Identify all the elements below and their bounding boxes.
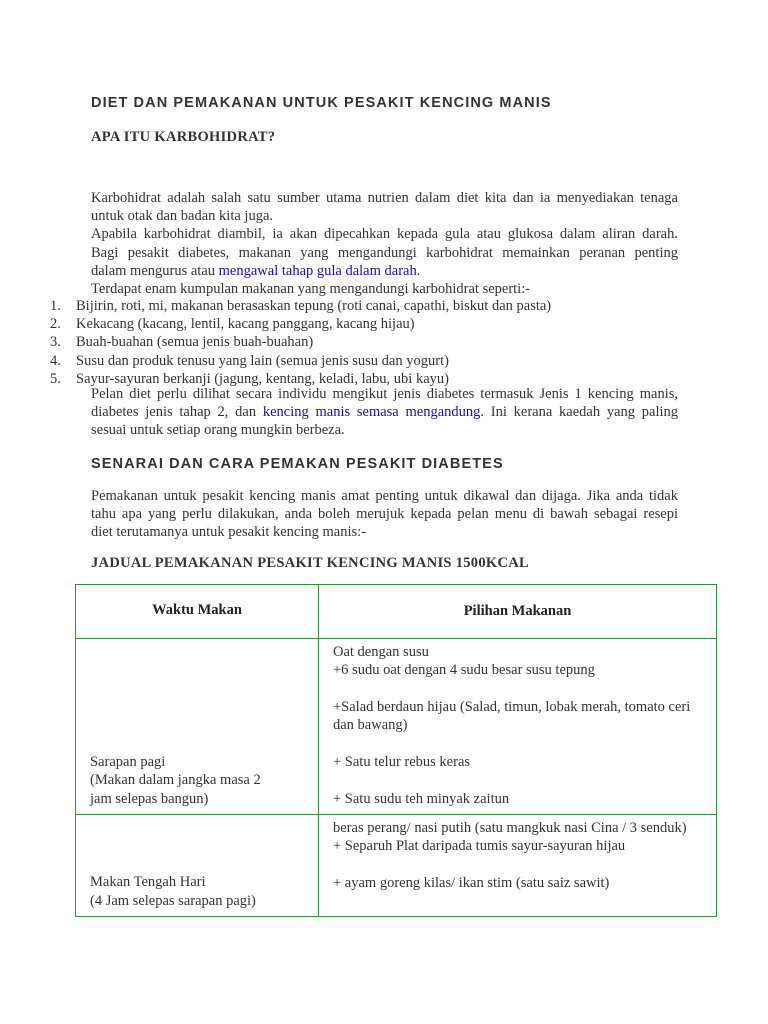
text-line: tahu apa yang perlu dilakukan, anda boleh merujuk kepada pelan menu di bawah sebagai resepi (91, 506, 678, 523)
column-header-waktu: Waktu Makan (76, 585, 319, 639)
cell-text: + Separuh Plat daripada tumis sayur-sayuran hijau (333, 837, 626, 854)
cell-text: +Salad berdaun hijau (Salad, timun, lobak merah, tomato ceri (333, 698, 691, 715)
text-line (91, 403, 678, 421)
list-item (50, 352, 551, 370)
cell-text: beras perang/ nasi putih (satu mangkuk nasi Cina / 3 senduk) (333, 819, 687, 836)
link-kencing-manis-mengandung[interactable]: kencing manis semasa mengandung (262, 404, 481, 421)
cell-text: (4 Jam selepas sarapan pagi) (90, 892, 256, 909)
page-title: DIET DAN PEMAKANAN UNTUK PESAKIT KENCING MANIS (91, 95, 552, 111)
list-text: Buah-buahan (semua jenis buah-buahan) (76, 334, 314, 351)
list-text: Susu dan produk tenusu yang lain (semua jenis susu dan yogurt) (76, 352, 449, 369)
list-number: 1. (50, 298, 61, 314)
cell-text: Oat dengan susu (333, 644, 429, 660)
text-fragment: dalam mengurus atau (91, 262, 219, 279)
table-heading: JADUAL PEMAKANAN PESAKIT KENCING MANIS 1500KCAL (91, 555, 529, 571)
cell-text: + ayam goreng kilas/ ikan stim (satu saiz sawit) (333, 874, 610, 891)
paragraph-pemakanan (91, 487, 678, 542)
cell-text: Makan Tengah Hari (90, 874, 206, 891)
cell-text: Sarapan pagi (90, 754, 166, 771)
cell-text: (Makan dalam jangka masa 2 (90, 772, 261, 789)
list-text: Sayur-sayuran berkanji (jagung, kentang, keladi, labu, ubi kayu) (76, 370, 449, 387)
paragraph-karbohidrat (91, 189, 678, 298)
text-line: Apabila karbohidrat diambil, ia akan dipecahkan kepada gula atau glukosa dalam aliran darah. (91, 226, 678, 243)
text-line: Terdapat enam kumpulan makanan yang mengandungi karbohidrat seperti:- (91, 281, 531, 298)
list-number: 3. (50, 334, 61, 351)
section-heading-senarai: SENARAI DAN CARA PEMAKAN PESAKIT DIABETES (91, 456, 504, 472)
list-number: 4. (50, 352, 61, 369)
cell-time-tengah-hari (76, 814, 319, 916)
text-line: diet terutamanya untuk pesakit kencing manis:- (91, 524, 367, 541)
text-fragment: diabetes jenis tahap 2, dan (91, 404, 263, 421)
list-text: Kekacang (kacang, lentil, kacang panggang, kacang hijau) (76, 316, 415, 333)
cell-time-sarapan (76, 639, 319, 815)
text-line: dalam mengurus atau mengawal tahap gula dalam darah. (91, 262, 421, 279)
list-item (50, 333, 551, 351)
text-line: Bagi pesakit diabetes, makanan yang mengandungi karbohidrat memainkan peranan penting (91, 244, 678, 261)
link-mengawal-gula[interactable]: mengawal tahap gula dalam darah (218, 262, 417, 279)
table-row (76, 814, 717, 916)
carbohydrate-list (50, 297, 551, 388)
list-item (50, 315, 551, 333)
text-line: Pemakanan untuk pesakit kencing manis amat penting untuk dikawal dan dijaga. Jika anda tidak (91, 488, 678, 504)
column-header-pilihan: Pilihan Makanan (319, 585, 717, 639)
table-row (76, 639, 717, 815)
text-fragment: . Ini kerana kaedah yang paling (480, 404, 678, 421)
list-number: 2. (50, 316, 61, 333)
cell-text: +6 sudu oat dengan 4 sudu besar susu tepung (333, 662, 595, 679)
text-line: untuk otak dan badan kita juga. (91, 208, 274, 225)
list-number: 5. (50, 370, 61, 387)
cell-text: dan bawang) (333, 717, 408, 734)
cell-text: + Satu telur rebus keras (333, 753, 471, 770)
cell-food-sarapan (319, 639, 717, 815)
text-line: Pelan diet perlu dilihat secara individu mengikut jenis diabetes termasuk Jenis 1 kencing manis, (91, 386, 678, 402)
cell-text: jam selepas bangun) (90, 790, 209, 807)
meal-plan-table (75, 584, 717, 917)
cell-food-tengah-hari (319, 814, 717, 916)
table-header-row (76, 585, 717, 639)
text-line: sesuai untuk setiap orang mungkin berbeza. (91, 422, 345, 439)
cell-text: + Satu sudu teh minyak zaitun (333, 790, 510, 807)
section-heading-karbohidrat: APA ITU KARBOHIDRAT? (91, 129, 276, 145)
list-item (50, 297, 551, 315)
list-text: Bijirin, roti, mi, makanan berasaskan tepung (roti canai, capathi, biskut dan pasta) (76, 298, 552, 314)
text-line: Karbohidrat adalah salah satu sumber utama nutrien dalam diet kita dan ia menyediakan tenaga (91, 190, 678, 206)
paragraph-pelan-diet (91, 385, 678, 440)
